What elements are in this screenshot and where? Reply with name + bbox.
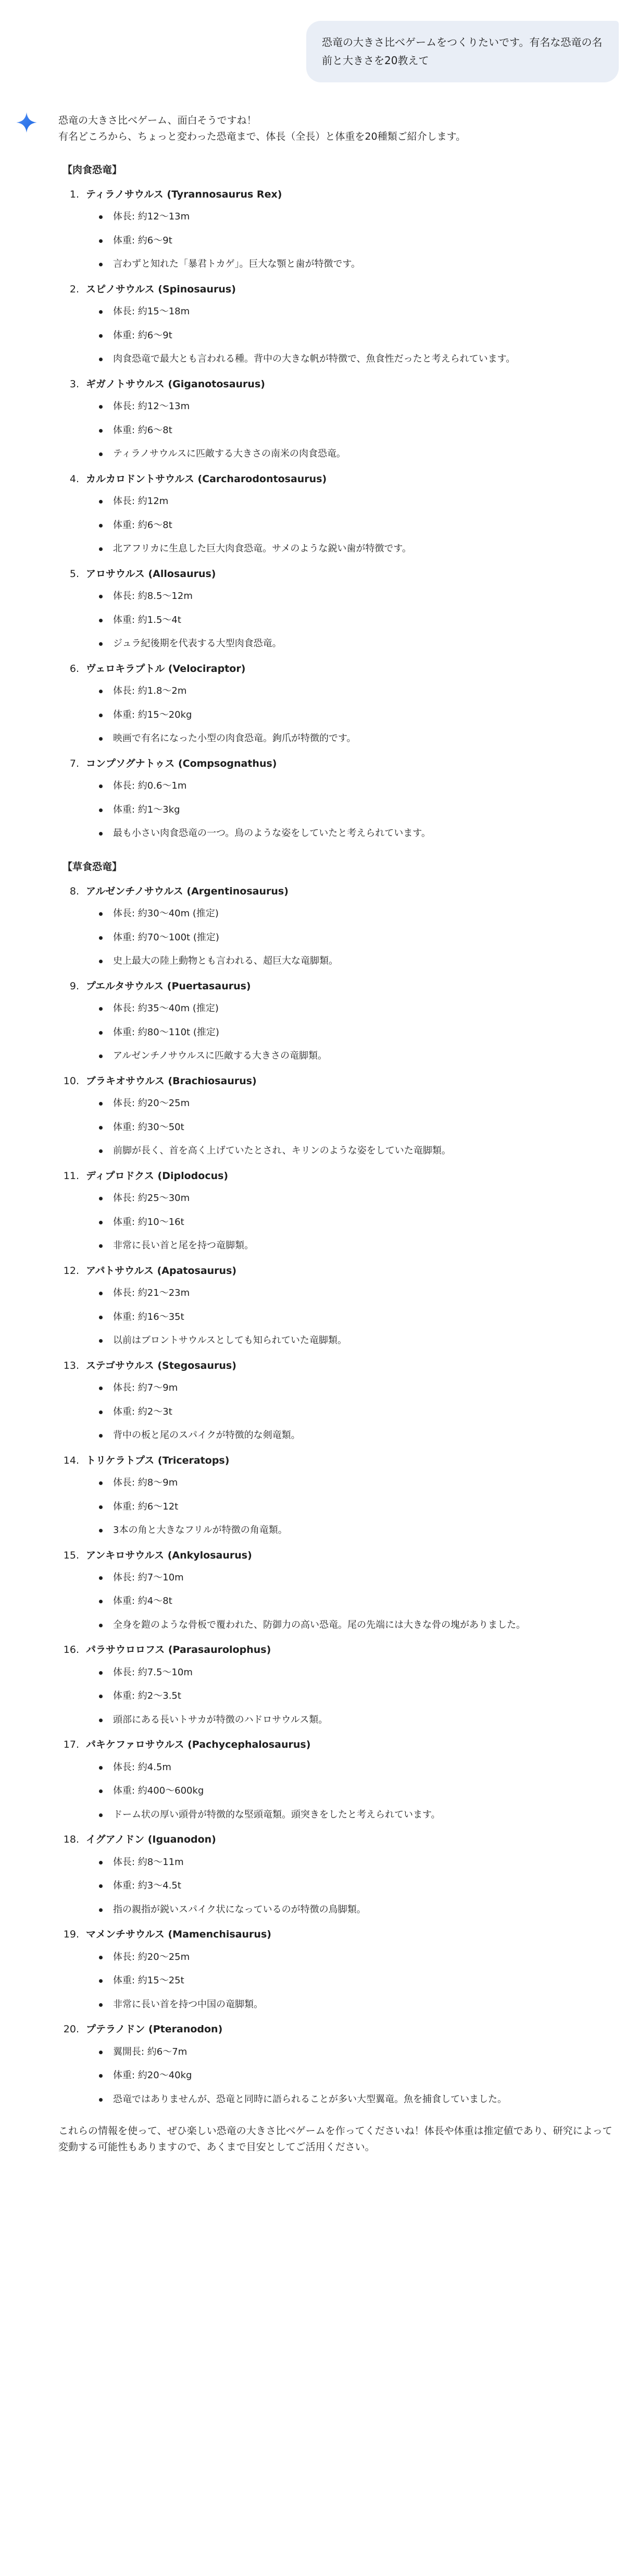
dinosaur-fact: 体長: 約7〜10m (86, 1569, 615, 1586)
dinosaur-item (58, 884, 615, 970)
dinosaur-fact: 体長: 約7〜9m (86, 1380, 615, 1396)
dinosaur-fact: 翼開長: 約6〜7m (86, 2044, 615, 2060)
dinosaur-number: 12. (63, 1265, 79, 1277)
dinosaur-fact: 前脚が長く、首を高く上げていたとされ、キリンのような姿をしていた竜脚類。 (86, 1143, 615, 1159)
dinosaur-fact: 体重: 約6〜9t (86, 327, 615, 344)
dinosaur-name: プテラノドン (Pteranodon) (86, 2023, 223, 2035)
dinosaur-item (58, 1548, 615, 1634)
dinosaur-name: ステゴサウルス (Stegosaurus) (86, 1359, 236, 1371)
dinosaur-number: 20. (63, 2023, 79, 2035)
dinosaur-fact: 体重: 約1.5〜4t (86, 612, 615, 629)
dinosaur-fact: 体長: 約7.5〜10m (86, 1664, 615, 1681)
dinosaur-fact: 体長: 約15〜18m (86, 303, 615, 320)
dinosaur-fact: 体長: 約12〜13m (86, 208, 615, 225)
dinosaur-number: 19. (63, 1929, 79, 1941)
dinosaur-fact: 体重: 約80〜110t (推定) (86, 1024, 615, 1041)
dinosaur-list (58, 884, 615, 2107)
dinosaur-fact: 体重: 約2〜3.5t (86, 1688, 615, 1704)
dinosaur-fact: 頭部にある長いトサカが特徴のハドロサウルス類。 (86, 1712, 615, 1728)
dinosaur-fact: 体重: 約3〜4.5t (86, 1878, 615, 1894)
dinosaur-name: パラサウロロフス (Parasaurolophus) (86, 1644, 271, 1656)
section-heading: 【草食恐竜】 (63, 861, 122, 873)
user-message-row (0, 0, 625, 82)
dinosaur-fact: 体重: 約6〜8t (86, 517, 615, 534)
response-intro (58, 113, 615, 145)
dinosaur-fact: ドーム状の厚い頭骨が特徴的な堅頭竜類。頭突きをしたと考えられています。 (86, 1807, 615, 1823)
dinosaur-item (58, 1927, 615, 2013)
dinosaur-name: コンプソグナトゥス (Compsognathus) (86, 757, 277, 769)
dinosaur-fact: 指の親指が鋭いスパイク状になっているのが特徴の鳥脚類。 (86, 1902, 615, 1918)
response-outro: これらの情報を使って、ぜひ楽しい恐竜の大きさ比べゲームを作ってくださいね！体長や体重は推定値であり、研究によって変動する可能性もありますので、あくまで目安としてご活用ください。 (58, 2125, 612, 2153)
dinosaur-facts (86, 398, 615, 462)
dinosaur-facts (86, 905, 615, 970)
dinosaur-fact: アルゼンチノサウルスに匹敵する大きさの竜脚類。 (86, 1048, 615, 1064)
dinosaur-facts (86, 493, 615, 557)
dinosaur-item (58, 1358, 615, 1444)
dinosaur-number: 9. (69, 980, 79, 992)
dinosaur-facts (86, 1380, 615, 1444)
dinosaur-number: 17. (63, 1739, 79, 1751)
dinosaur-fact: 体長: 約30〜40m (推定) (86, 905, 615, 922)
dinosaur-fact: 恐竜ではありませんが、恐竜と同時に語られることが多い大型翼竜。魚を捕食していました。 (86, 2091, 615, 2108)
dinosaur-name: スピノサウルス (Spinosaurus) (86, 283, 236, 295)
dinosaur-fact: 体長: 約8〜9m (86, 1475, 615, 1491)
dinosaur-name: トリケラトプス (Triceratops) (86, 1454, 230, 1466)
dinosaur-fact: 以前はブロントサウルスとしても知られていた竜脚類。 (86, 1332, 615, 1349)
dinosaur-item (58, 1264, 615, 1349)
dinosaur-fact: 全身を鎧のような骨板で覆われた、防御力の高い恐竜。尾の先端には大きな骨の塊がありました。 (86, 1617, 615, 1634)
dinosaur-number: 10. (63, 1075, 79, 1087)
dinosaur-name: パキケファロサウルス (Pachycephalosaurus) (86, 1739, 311, 1751)
dinosaur-item (58, 1832, 615, 1918)
dinosaur-facts (86, 1285, 615, 1349)
dinosaur-item (58, 2022, 615, 2107)
dinosaur-fact: 肉食恐竜で最大とも言われる種。背中の大きな帆が特徴で、魚食性だったと考えられています。 (86, 351, 615, 367)
dinosaur-item (58, 661, 615, 747)
dinosaur-fact: 体長: 約8〜11m (86, 1854, 615, 1871)
dinosaur-name: アンキロサウルス (Ankylosaurus) (86, 1549, 252, 1561)
dinosaur-number: 6. (69, 663, 79, 674)
dinosaur-name: ティラノサウルス (Tyrannosaurus Rex) (86, 188, 282, 200)
dinosaur-name: アルゼンチノサウルス (Argentinosaurus) (86, 885, 289, 897)
dinosaur-fact: 体長: 約12〜13m (86, 398, 615, 415)
dinosaur-item (58, 1074, 615, 1159)
dinosaur-fact: 体重: 約70〜100t (推定) (86, 929, 615, 946)
dinosaur-fact: 体重: 約2〜3t (86, 1404, 615, 1420)
dinosaur-facts (86, 1569, 615, 1634)
dinosaur-name: カルカロドントサウルス (Carcharodontosaurus) (86, 473, 327, 485)
dinosaur-number: 7. (69, 757, 79, 769)
dinosaur-fact: 体重: 約4〜8t (86, 1593, 615, 1610)
dinosaur-number: 5. (69, 568, 79, 580)
dinosaur-fact: 史上最大の陸上動物とも言われる、超巨大な竜脚類。 (86, 953, 615, 970)
dinosaur-fact: 北アフリカに生息した巨大肉食恐竜。サメのような鋭い歯が特徴です。 (86, 541, 615, 557)
dinosaur-fact: 体重: 約15〜25t (86, 1972, 615, 1989)
dinosaur-item (58, 1169, 615, 1254)
dinosaur-fact: 体重: 約6〜9t (86, 232, 615, 249)
dinosaur-fact: 体重: 約30〜50t (86, 1119, 615, 1136)
dinosaur-fact: 非常に長い首を持つ中国の竜脚類。 (86, 1996, 615, 2013)
dinosaur-number: 1. (69, 188, 79, 200)
dinosaur-fact: 非常に長い首と尾を持つ竜脚類。 (86, 1237, 615, 1254)
dinosaur-fact: 最も小さい肉食恐竜の一つ。鳥のような姿をしていたと考えられています。 (86, 825, 615, 842)
dinosaur-number: 13. (63, 1359, 79, 1371)
dinosaur-facts (86, 1949, 615, 2013)
dinosaur-fact: 体重: 約20〜40kg (86, 2067, 615, 2084)
dinosaur-fact: 体重: 約15〜20kg (86, 707, 615, 723)
dinosaur-name: ディプロドクス (Diplodocus) (86, 1170, 229, 1182)
intro-line-1: 恐竜の大きさ比べゲーム、面白そうですね！ (58, 115, 257, 126)
dinosaur-fact: 体長: 約35〜40m (推定) (86, 1000, 615, 1017)
dinosaur-facts (86, 1095, 615, 1159)
dinosaur-name: ヴェロキラプトル (Velociraptor) (86, 663, 246, 674)
dinosaur-facts (86, 1664, 615, 1728)
dinosaur-item (58, 1642, 615, 1728)
dinosaur-number: 15. (63, 1549, 79, 1561)
dinosaur-list (58, 187, 615, 842)
dinosaur-number: 11. (63, 1170, 79, 1182)
dinosaur-fact: ティラノサウルスに匹敵する大きさの南米の肉食恐竜。 (86, 446, 615, 462)
dinosaur-fact: 体重: 約1〜3kg (86, 802, 615, 818)
dinosaur-number: 3. (69, 378, 79, 390)
dinosaur-facts (86, 1759, 615, 1823)
gemini-sparkle-icon (16, 112, 38, 133)
dinosaur-fact: 3本の角と大きなフリルが特徴の角竜類。 (86, 1522, 615, 1539)
dinosaur-facts (86, 303, 615, 367)
dinosaur-item (58, 377, 615, 462)
dinosaur-fact: 体重: 約10〜16t (86, 1214, 615, 1231)
dinosaur-fact: 体長: 約25〜30m (86, 1190, 615, 1207)
dinosaur-item (58, 1453, 615, 1539)
dinosaur-number: 18. (63, 1834, 79, 1846)
dinosaur-item (58, 567, 615, 652)
dinosaur-name: ギガノトサウルス (Giganotosaurus) (86, 378, 265, 390)
dinosaur-fact: 体長: 約1.8〜2m (86, 683, 615, 700)
dinosaur-fact: ジュラ紀後期を代表する大型肉食恐竜。 (86, 635, 615, 652)
dinosaur-item (58, 472, 615, 557)
dinosaur-number: 8. (69, 885, 79, 897)
dinosaur-facts (86, 1190, 615, 1254)
dinosaur-item (58, 979, 615, 1064)
dinosaur-facts (86, 1854, 615, 1918)
dinosaur-facts (86, 1475, 615, 1539)
dinosaur-fact: 体長: 約0.6〜1m (86, 778, 615, 794)
dinosaur-item (58, 756, 615, 842)
dinosaur-facts (86, 588, 615, 652)
dinosaur-fact: 体重: 約16〜35t (86, 1309, 615, 1326)
dinosaur-name: アロサウルス (Allosaurus) (86, 568, 216, 580)
dinosaur-facts (86, 683, 615, 747)
dinosaur-fact: 背中の板と尾のスパイクが特徴的な剣竜類。 (86, 1427, 615, 1444)
response-sections (58, 163, 615, 2108)
dinosaur-facts (86, 2044, 615, 2108)
dinosaur-item (58, 1737, 615, 1823)
dinosaur-number: 4. (69, 473, 79, 485)
user-message-bubble: 恐竜の大きさ比べゲームをつくりたいです。有名な恐竜の名前と大きさを20教えて (306, 21, 619, 82)
dinosaur-fact: 体長: 約20〜25m (86, 1949, 615, 1966)
model-response (0, 82, 625, 2155)
dinosaur-fact: 言わずと知れた「暴君トカゲ」。巨大な顎と歯が特徴です。 (86, 256, 615, 273)
dinosaur-fact: 体長: 約12m (86, 493, 615, 510)
dinosaur-number: 2. (69, 283, 79, 295)
dinosaur-number: 16. (63, 1644, 79, 1656)
dinosaur-number: 14. (63, 1454, 79, 1466)
dinosaur-fact: 体長: 約21〜23m (86, 1285, 615, 1302)
dinosaur-name: イグアノドン (Iguanodon) (86, 1834, 216, 1846)
dinosaur-fact: 体重: 約6〜12t (86, 1499, 615, 1515)
dinosaur-item (58, 282, 615, 367)
dinosaur-facts (86, 1000, 615, 1064)
section-heading: 【肉食恐竜】 (63, 164, 122, 176)
dinosaur-fact: 映画で有名になった小型の肉食恐竜。鉤爪が特徴的です。 (86, 730, 615, 747)
dinosaur-name: マメンチサウルス (Mamenchisaurus) (86, 1929, 271, 1941)
intro-line-2: 有名どころから、ちょっと変わった恐竜まで、体長（全長）と体重を20種類ご紹介します。 (58, 130, 466, 142)
dinosaur-name: アパトサウルス (Apatosaurus) (86, 1265, 237, 1277)
dinosaur-facts (86, 778, 615, 842)
dinosaur-item (58, 187, 615, 273)
dinosaur-fact: 体重: 約6〜8t (86, 422, 615, 439)
dinosaur-fact: 体重: 約400〜600kg (86, 1783, 615, 1799)
dinosaur-name: ブラキオサウルス (Brachiosaurus) (86, 1075, 257, 1087)
dinosaur-name: プエルタサウルス (Puertasaurus) (86, 980, 251, 992)
dinosaur-fact: 体長: 約4.5m (86, 1759, 615, 1776)
dinosaur-fact: 体長: 約8.5〜12m (86, 588, 615, 605)
dinosaur-facts (86, 208, 615, 273)
dinosaur-fact: 体長: 約20〜25m (86, 1095, 615, 1112)
